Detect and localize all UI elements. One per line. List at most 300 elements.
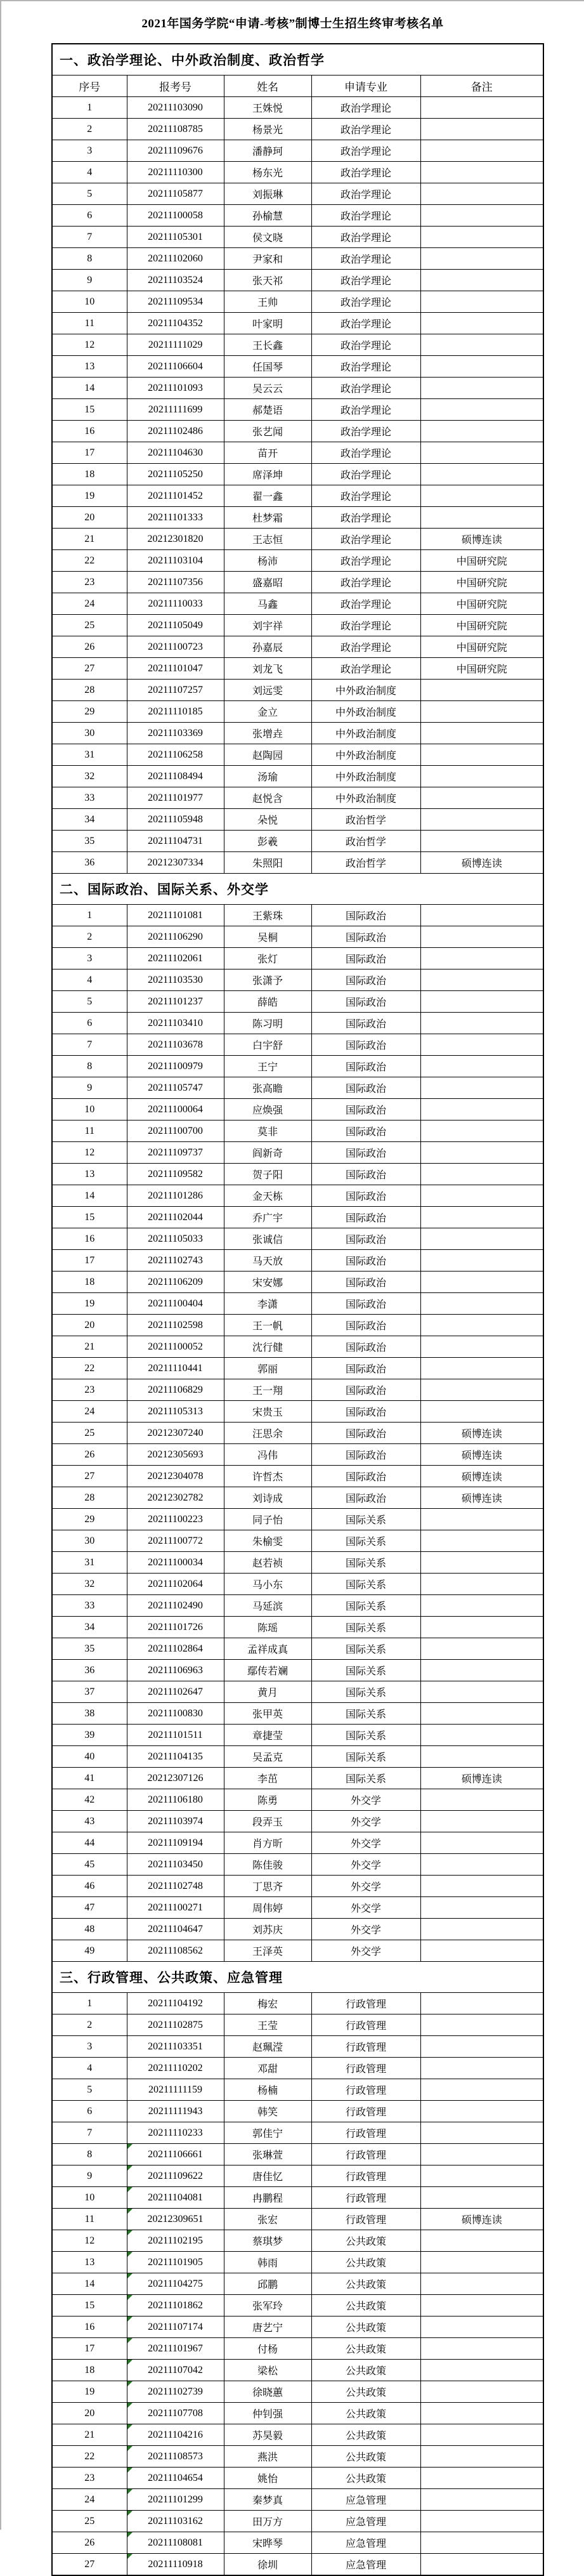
application-number-value: 20211106604 bbox=[148, 360, 203, 372]
cell-application-number bbox=[127, 1034, 224, 1056]
cell-application-number bbox=[127, 2079, 224, 2101]
cell-index: 33 bbox=[52, 1595, 127, 1617]
application-number-value: 20211101047 bbox=[148, 662, 203, 674]
cell-name: 王泽英 bbox=[224, 1940, 311, 1962]
cell-name: 张诚信 bbox=[224, 1228, 311, 1250]
cell-name: 朱照阳 bbox=[224, 852, 311, 874]
number-stored-as-text-flag-icon bbox=[127, 2381, 133, 2386]
table-row bbox=[52, 1703, 543, 1725]
cell-name: 郭丽 bbox=[224, 1358, 311, 1379]
cell-application-number bbox=[127, 227, 224, 248]
table-row bbox=[52, 2209, 543, 2230]
cell-note bbox=[420, 1293, 543, 1315]
cell-index: 47 bbox=[52, 1897, 127, 1919]
cell-application-number bbox=[127, 766, 224, 787]
cell-index: 35 bbox=[52, 831, 127, 852]
cell-major: 国际关系 bbox=[311, 1638, 420, 1660]
cell-application-number bbox=[127, 905, 224, 926]
cell-major: 公共政策 bbox=[311, 2446, 420, 2468]
table-row bbox=[52, 378, 543, 399]
cell-name: 张甲英 bbox=[224, 1703, 311, 1725]
cell-name: 梁松 bbox=[224, 2360, 311, 2381]
cell-application-number bbox=[127, 1509, 224, 1530]
cell-note: 硕博连读 bbox=[420, 852, 543, 874]
cell-name: 张天祁 bbox=[224, 270, 311, 291]
cell-index: 24 bbox=[52, 1401, 127, 1423]
application-number-value: 20211102864 bbox=[148, 1643, 203, 1654]
application-number-value: 20211111699 bbox=[148, 404, 203, 415]
cell-application-number bbox=[127, 572, 224, 593]
cell-application-number bbox=[127, 2122, 224, 2144]
table-row bbox=[52, 1919, 543, 1940]
cell-note bbox=[420, 1315, 543, 1336]
table-row bbox=[52, 852, 543, 874]
cell-major: 政治学理论 bbox=[311, 399, 420, 421]
table-row bbox=[52, 2165, 543, 2187]
cell-index: 44 bbox=[52, 1832, 127, 1854]
cell-major: 政治学理论 bbox=[311, 485, 420, 507]
table-row bbox=[52, 2252, 543, 2273]
application-number-value: 20211104135 bbox=[148, 1751, 203, 1762]
cell-note bbox=[420, 1034, 543, 1056]
cell-index: 2 bbox=[52, 119, 127, 140]
page-title: 2021年国务学院“申请-考核”制博士生招生终审考核名单 bbox=[141, 17, 444, 30]
cell-application-number bbox=[127, 1854, 224, 1876]
application-number-value: 20211101333 bbox=[148, 511, 203, 523]
cell-application-number bbox=[127, 2144, 224, 2165]
cell-name: 肖方昕 bbox=[224, 1832, 311, 1854]
application-number-value: 20211103678 bbox=[148, 1039, 203, 1050]
table-row bbox=[52, 464, 543, 485]
application-number-value: 20211105313 bbox=[148, 1405, 203, 1417]
cell-major: 国际政治 bbox=[311, 926, 420, 948]
cell-name: 丁思齐 bbox=[224, 1876, 311, 1897]
cell-major: 国际关系 bbox=[311, 1595, 420, 1617]
cell-application-number bbox=[127, 1703, 224, 1725]
table-row bbox=[52, 1336, 543, 1358]
cell-index: 20 bbox=[52, 507, 127, 529]
application-number-value: 20211107257 bbox=[148, 684, 203, 695]
cell-major: 国际政治 bbox=[311, 1185, 420, 1207]
cell-major: 行政管理 bbox=[311, 2187, 420, 2209]
table-row bbox=[52, 529, 543, 550]
table-row bbox=[52, 2360, 543, 2381]
cell-name: 叶家明 bbox=[224, 313, 311, 334]
cell-note bbox=[420, 1077, 543, 1099]
table-row bbox=[52, 1379, 543, 1401]
application-number-value: 20211102064 bbox=[148, 1578, 203, 1589]
application-number-value: 20211101977 bbox=[148, 792, 203, 803]
table-row bbox=[52, 658, 543, 680]
cell-major: 政治学理论 bbox=[311, 162, 420, 183]
cell-application-number bbox=[127, 658, 224, 680]
cell-index: 43 bbox=[52, 1811, 127, 1832]
cell-major: 行政管理 bbox=[311, 2036, 420, 2058]
cell-name: 王姝悦 bbox=[224, 97, 311, 119]
application-number-value: 20211106661 bbox=[148, 2148, 203, 2160]
cell-note bbox=[420, 1120, 543, 1142]
cell-note bbox=[420, 421, 543, 442]
table-row bbox=[52, 2230, 543, 2252]
cell-application-number bbox=[127, 1574, 224, 1595]
cell-index: 6 bbox=[52, 2101, 127, 2122]
cell-major: 政治学理论 bbox=[311, 636, 420, 658]
cell-name: 马小东 bbox=[224, 1574, 311, 1595]
cell-index: 9 bbox=[52, 2165, 127, 2187]
cell-note bbox=[420, 787, 543, 809]
cell-note bbox=[420, 140, 543, 162]
cell-major: 国际政治 bbox=[311, 1120, 420, 1142]
table-row bbox=[52, 1120, 543, 1142]
cell-name: 杨景光 bbox=[224, 119, 311, 140]
table-row bbox=[52, 948, 543, 969]
cell-note bbox=[420, 227, 543, 248]
cell-major: 公共政策 bbox=[311, 2381, 420, 2403]
application-number-value: 20211105747 bbox=[148, 1082, 203, 1093]
cell-application-number bbox=[127, 1120, 224, 1142]
cell-major: 国际关系 bbox=[311, 1768, 420, 1789]
application-number-value: 20211102598 bbox=[148, 1319, 203, 1331]
cell-major: 外交学 bbox=[311, 1919, 420, 1940]
cell-major: 国际政治 bbox=[311, 1358, 420, 1379]
application-number-value: 20212307240 bbox=[147, 1427, 204, 1438]
table-row bbox=[52, 572, 543, 593]
cell-major: 行政管理 bbox=[311, 2014, 420, 2036]
cell-index: 10 bbox=[52, 1099, 127, 1120]
cell-index: 49 bbox=[52, 1940, 127, 1962]
application-number-value: 20211102486 bbox=[148, 425, 203, 437]
cell-major: 中外政治制度 bbox=[311, 701, 420, 723]
cell-major: 国际政治 bbox=[311, 1207, 420, 1228]
cell-index: 11 bbox=[52, 1120, 127, 1142]
cell-name: 唐艺宁 bbox=[224, 2316, 311, 2338]
table-row bbox=[52, 2187, 543, 2209]
table-row bbox=[52, 356, 543, 378]
cell-major: 政治学理论 bbox=[311, 334, 420, 356]
application-number-value: 20211104630 bbox=[148, 447, 203, 458]
cell-index: 22 bbox=[52, 550, 127, 572]
cell-note bbox=[420, 948, 543, 969]
application-number-value: 20211100772 bbox=[148, 1535, 203, 1546]
cell-major: 国际政治 bbox=[311, 905, 420, 926]
cell-application-number bbox=[127, 2058, 224, 2079]
cell-application-number bbox=[127, 1660, 224, 1681]
cell-note bbox=[420, 1919, 543, 1940]
cell-index: 6 bbox=[52, 1013, 127, 1034]
cell-application-number bbox=[127, 399, 224, 421]
application-number-value: 20211107042 bbox=[148, 2364, 203, 2376]
cell-application-number bbox=[127, 140, 224, 162]
cell-name: 鄢传若斓 bbox=[224, 1660, 311, 1681]
cell-major: 外交学 bbox=[311, 1876, 420, 1897]
cell-index: 16 bbox=[52, 1228, 127, 1250]
cell-index: 7 bbox=[52, 1034, 127, 1056]
table-row bbox=[52, 1746, 543, 1768]
application-number-value: 20211105049 bbox=[148, 619, 203, 631]
cell-name: 莫非 bbox=[224, 1120, 311, 1142]
cell-application-number bbox=[127, 2360, 224, 2381]
cell-name: 宋安娜 bbox=[224, 1272, 311, 1293]
cell-index: 11 bbox=[52, 2209, 127, 2230]
cell-application-number bbox=[127, 1897, 224, 1919]
cell-note bbox=[420, 2316, 543, 2338]
cell-major: 公共政策 bbox=[311, 2468, 420, 2489]
cell-application-number bbox=[127, 1336, 224, 1358]
cell-major: 国际关系 bbox=[311, 1530, 420, 1552]
table-row bbox=[52, 1681, 543, 1703]
cell-major: 政治学理论 bbox=[311, 356, 420, 378]
cell-index: 19 bbox=[52, 485, 127, 507]
application-number-value: 20211103090 bbox=[148, 102, 203, 113]
cell-major: 国际政治 bbox=[311, 1444, 420, 1466]
table-row bbox=[52, 1509, 543, 1530]
application-number-value: 20211102875 bbox=[148, 2019, 203, 2030]
table-row bbox=[52, 2511, 543, 2532]
cell-major: 外交学 bbox=[311, 1811, 420, 1832]
cell-note bbox=[420, 1013, 543, 1034]
cell-note bbox=[420, 1638, 543, 1660]
cell-name: 田万方 bbox=[224, 2511, 311, 2532]
application-number-value: 20211101511 bbox=[148, 1729, 203, 1740]
section-heading: 二、国际政治、国际关系、外交学 bbox=[52, 874, 543, 905]
cell-index: 37 bbox=[52, 1681, 127, 1703]
cell-name: 冯伟 bbox=[224, 1444, 311, 1466]
application-number-value: 20211103530 bbox=[148, 974, 203, 985]
cell-note bbox=[420, 270, 543, 291]
number-stored-as-text-flag-icon bbox=[127, 2468, 133, 2473]
cell-application-number bbox=[127, 1919, 224, 1940]
cell-name: 贺子阳 bbox=[224, 1164, 311, 1185]
cell-application-number bbox=[127, 1681, 224, 1703]
cell-note bbox=[420, 2122, 543, 2144]
cell-index: 24 bbox=[52, 593, 127, 615]
cell-index: 48 bbox=[52, 1919, 127, 1940]
application-number-value: 20212302782 bbox=[147, 1492, 204, 1503]
table-row bbox=[52, 507, 543, 529]
cell-note: 中国研究院 bbox=[420, 636, 543, 658]
cell-index: 14 bbox=[52, 2273, 127, 2295]
cell-index: 4 bbox=[52, 162, 127, 183]
cell-index: 3 bbox=[52, 140, 127, 162]
cell-major: 政治哲学 bbox=[311, 831, 420, 852]
cell-name: 尹家和 bbox=[224, 248, 311, 270]
number-stored-as-text-flag-icon bbox=[127, 2144, 133, 2149]
cell-major: 国际政治 bbox=[311, 1487, 420, 1509]
application-number-value: 20211106258 bbox=[148, 749, 203, 760]
cell-major: 政治学理论 bbox=[311, 550, 420, 572]
cell-major: 国际政治 bbox=[311, 948, 420, 969]
cell-note bbox=[420, 2230, 543, 2252]
application-number-value: 20211100034 bbox=[148, 1556, 203, 1568]
table-row bbox=[52, 1034, 543, 1056]
cell-name: 段弄玉 bbox=[224, 1811, 311, 1832]
cell-note bbox=[420, 2489, 543, 2511]
cell-name: 朱榆雯 bbox=[224, 1530, 311, 1552]
cell-name: 沈行健 bbox=[224, 1336, 311, 1358]
cell-application-number bbox=[127, 701, 224, 723]
cell-note bbox=[420, 1993, 543, 2014]
cell-note bbox=[420, 991, 543, 1013]
cell-name: 周伟婷 bbox=[224, 1897, 311, 1919]
cell-note bbox=[420, 2511, 543, 2532]
number-stored-as-text-flag-icon bbox=[127, 2446, 133, 2451]
cell-index: 31 bbox=[52, 744, 127, 766]
cell-major: 中外政治制度 bbox=[311, 723, 420, 744]
cell-name: 张艺闻 bbox=[224, 421, 311, 442]
cell-application-number bbox=[127, 2554, 224, 2576]
number-stored-as-text-flag-icon bbox=[127, 2489, 133, 2494]
cell-name: 刘宇祥 bbox=[224, 615, 311, 636]
cell-application-number bbox=[127, 334, 224, 356]
cell-major: 政治学理论 bbox=[311, 378, 420, 399]
table-row bbox=[52, 1185, 543, 1207]
cell-major: 行政管理 bbox=[311, 2058, 420, 2079]
cell-index: 28 bbox=[52, 1487, 127, 1509]
cell-index: 22 bbox=[52, 1358, 127, 1379]
table-row bbox=[52, 442, 543, 464]
cell-name: 张高瞻 bbox=[224, 1077, 311, 1099]
cell-note: 硕博连读 bbox=[420, 1466, 543, 1487]
cell-note bbox=[420, 1876, 543, 1897]
application-number-value: 20211110033 bbox=[148, 598, 203, 609]
cell-major: 政治学理论 bbox=[311, 507, 420, 529]
cell-name: 彭羲 bbox=[224, 831, 311, 852]
cell-application-number bbox=[127, 680, 224, 701]
table-row bbox=[52, 636, 543, 658]
cell-major: 国际政治 bbox=[311, 1077, 420, 1099]
column-header-major: 申请专业 bbox=[311, 76, 420, 97]
cell-name: 侯文晓 bbox=[224, 227, 311, 248]
table-row bbox=[52, 291, 543, 313]
cell-name: 邓甜 bbox=[224, 2058, 311, 2079]
cell-note bbox=[420, 2187, 543, 2209]
cell-index: 13 bbox=[52, 356, 127, 378]
cell-application-number bbox=[127, 1358, 224, 1379]
cell-note: 硕博连读 bbox=[420, 1423, 543, 1444]
application-number-value: 20211106290 bbox=[148, 931, 203, 942]
cell-note bbox=[420, 2273, 543, 2295]
cell-note bbox=[420, 1832, 543, 1854]
cell-note bbox=[420, 2101, 543, 2122]
table-row bbox=[52, 421, 543, 442]
cell-index: 20 bbox=[52, 1315, 127, 1336]
application-number-value: 20211110202 bbox=[148, 2062, 203, 2073]
number-stored-as-text-flag-icon bbox=[127, 2403, 133, 2408]
cell-index: 36 bbox=[52, 852, 127, 874]
cell-major: 国际关系 bbox=[311, 1681, 420, 1703]
cell-application-number bbox=[127, 2273, 224, 2295]
cell-index: 17 bbox=[52, 2338, 127, 2360]
cell-application-number bbox=[127, 2381, 224, 2403]
cell-note bbox=[420, 1207, 543, 1228]
table-row bbox=[52, 162, 543, 183]
cell-index: 22 bbox=[52, 2446, 127, 2468]
cell-note bbox=[420, 744, 543, 766]
application-number-value: 20211109737 bbox=[148, 1147, 203, 1158]
table-row bbox=[52, 1077, 543, 1099]
application-number-value: 20211102490 bbox=[148, 1600, 203, 1611]
table-row bbox=[52, 550, 543, 572]
cell-name: 王一帆 bbox=[224, 1315, 311, 1336]
cell-name: 刘远雯 bbox=[224, 680, 311, 701]
table-row bbox=[52, 1574, 543, 1595]
cell-name: 王志恒 bbox=[224, 529, 311, 550]
cell-major: 中外政治制度 bbox=[311, 787, 420, 809]
application-number-value: 20211109534 bbox=[148, 296, 203, 307]
cell-name: 阎新奇 bbox=[224, 1142, 311, 1164]
cell-index: 25 bbox=[52, 615, 127, 636]
application-number-value: 20211100979 bbox=[148, 1060, 203, 1072]
table-row bbox=[52, 701, 543, 723]
cell-index: 12 bbox=[52, 1142, 127, 1164]
cell-note bbox=[420, 1185, 543, 1207]
cell-note bbox=[420, 399, 543, 421]
table-row bbox=[52, 1056, 543, 1077]
table-row bbox=[52, 723, 543, 744]
number-stored-as-text-flag-icon bbox=[127, 2295, 133, 2300]
cell-name: 马鑫 bbox=[224, 593, 311, 615]
section-heading: 三、行政管理、公共政策、应急管理 bbox=[52, 1962, 543, 1993]
cell-major: 政治学理论 bbox=[311, 615, 420, 636]
cell-major: 国际政治 bbox=[311, 1293, 420, 1315]
table-row bbox=[52, 1142, 543, 1164]
application-number-value: 20211103351 bbox=[148, 2040, 203, 2052]
cell-note bbox=[420, 356, 543, 378]
cell-application-number bbox=[127, 2446, 224, 2468]
application-number-value: 20211100723 bbox=[148, 641, 203, 652]
cell-note bbox=[420, 1358, 543, 1379]
cell-name: 张宏 bbox=[224, 2209, 311, 2230]
cell-index: 30 bbox=[52, 723, 127, 744]
number-stored-as-text-flag-icon bbox=[127, 2554, 133, 2559]
application-number-value: 20211103410 bbox=[148, 1017, 203, 1028]
table-row bbox=[52, 2058, 543, 2079]
cell-index: 45 bbox=[52, 1854, 127, 1876]
cell-major: 国际政治 bbox=[311, 1013, 420, 1034]
cell-major: 国际政治 bbox=[311, 1379, 420, 1401]
cell-application-number bbox=[127, 2165, 224, 2187]
cell-name: 同子怡 bbox=[224, 1509, 311, 1530]
table-row bbox=[52, 1228, 543, 1250]
cell-major: 政治学理论 bbox=[311, 183, 420, 205]
cell-index: 9 bbox=[52, 270, 127, 291]
cell-note bbox=[420, 1725, 543, 1746]
cell-note bbox=[420, 2554, 543, 2576]
cell-name: 王长鑫 bbox=[224, 334, 311, 356]
cell-index: 35 bbox=[52, 1638, 127, 1660]
table-row bbox=[52, 1423, 543, 1444]
number-stored-as-text-flag-icon bbox=[127, 2532, 133, 2537]
cell-application-number bbox=[127, 1832, 224, 1854]
cell-major: 国际关系 bbox=[311, 1509, 420, 1530]
cell-index: 19 bbox=[52, 1293, 127, 1315]
application-number-value: 20211101299 bbox=[148, 2494, 203, 2505]
cell-index: 8 bbox=[52, 248, 127, 270]
cell-name: 韩雨 bbox=[224, 2252, 311, 2273]
application-number-value: 20211102061 bbox=[148, 952, 203, 964]
cell-index: 34 bbox=[52, 1617, 127, 1638]
cell-note bbox=[420, 1250, 543, 1272]
cell-note bbox=[420, 1660, 543, 1681]
cell-index: 39 bbox=[52, 1725, 127, 1746]
cell-application-number bbox=[127, 2036, 224, 2058]
cell-note: 硕博连读 bbox=[420, 1768, 543, 1789]
cell-major: 公共政策 bbox=[311, 2360, 420, 2381]
cell-major: 行政管理 bbox=[311, 2209, 420, 2230]
cell-index: 40 bbox=[52, 1746, 127, 1768]
table-row bbox=[52, 926, 543, 948]
cell-major: 国际政治 bbox=[311, 1228, 420, 1250]
